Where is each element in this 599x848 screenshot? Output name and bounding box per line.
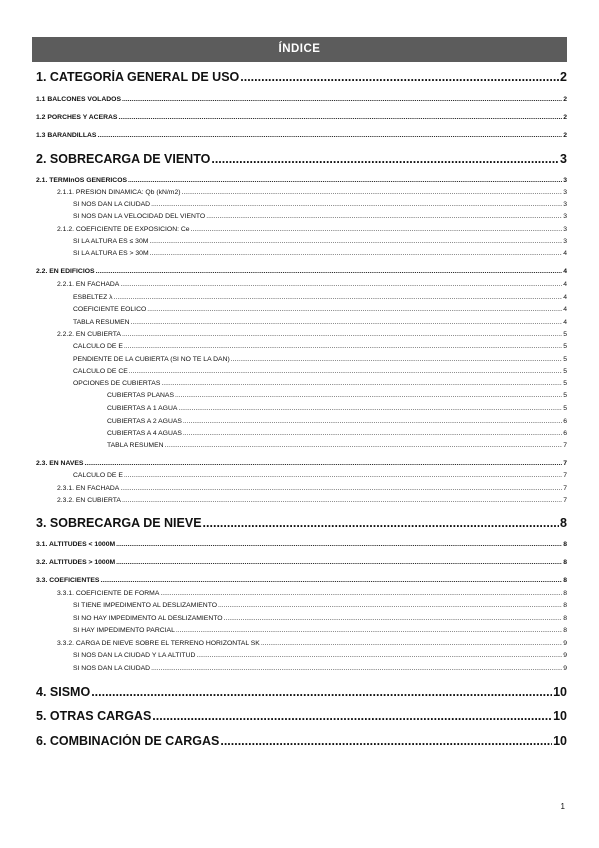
- toc-entry-label: 5. OTRAS CARGAS: [36, 709, 152, 723]
- toc-entry-label: SI NOS DAN LA VELOCIDAD DEL VIENTO: [73, 213, 206, 220]
- toc-entry[interactable]: [73, 319, 567, 326]
- toc-entry[interactable]: [57, 281, 567, 288]
- toc-entry[interactable]: [36, 177, 567, 184]
- dot-leader: [176, 627, 562, 634]
- toc-entry-page: 2: [563, 114, 567, 121]
- toc-entry-label: 1. CATEGORÍA GENERAL DE USO: [36, 70, 240, 84]
- toc-entry-label: 3.3. COEFICIENTES: [36, 577, 100, 584]
- toc-entry[interactable]: [57, 331, 567, 338]
- toc-entry[interactable]: [57, 640, 567, 647]
- dot-leader: [124, 472, 562, 479]
- toc-entry-page: 3: [563, 213, 567, 220]
- toc-entry-label: SI LA ALTURA ES > 30M: [73, 250, 149, 257]
- toc-entry[interactable]: [73, 615, 567, 622]
- dot-leader: [97, 132, 562, 139]
- toc-entry-label: SI TIENE IMPEDIMENTO AL DESLIZAMIENTO: [73, 602, 218, 609]
- toc-entry-page: 7: [563, 472, 567, 479]
- toc-entry[interactable]: [57, 189, 567, 196]
- toc-entry[interactable]: [107, 418, 567, 425]
- toc-entry-page: 8: [563, 559, 567, 566]
- toc-entry-label: 2.3. EN NAVES: [36, 460, 84, 467]
- toc-entry-label: 1.2 PORCHES Y ACERAS: [36, 114, 118, 121]
- toc-entry[interactable]: [57, 497, 567, 504]
- toc-entry-label: 2.1.1. PRESIÓN DINÁMICA: Qb (kN/m2): [57, 189, 181, 196]
- toc-entry-page: 9: [563, 640, 567, 647]
- toc-entry[interactable]: [36, 734, 567, 748]
- toc-entry[interactable]: [73, 306, 567, 313]
- dot-leader: [118, 114, 562, 121]
- toc-entry-label: 2.3.2. EN CUBIERTA: [57, 497, 121, 504]
- toc-entry[interactable]: [57, 485, 567, 492]
- toc-entry-label: 3.1. ALTITUDES < 1000M: [36, 541, 116, 548]
- dot-leader: [183, 430, 562, 437]
- toc-entry-label: CÁLCULO DE E: [73, 343, 123, 350]
- dot-leader: [218, 602, 562, 609]
- toc-entry-page: 8: [560, 516, 567, 530]
- toc-entry[interactable]: [73, 602, 567, 609]
- toc-entry-page: 5: [563, 392, 567, 399]
- toc-entry[interactable]: [36, 577, 567, 584]
- toc-entry-page: 3: [563, 189, 567, 196]
- toc-entry-page: 3: [563, 238, 567, 245]
- toc-entry-label: 2.1. TÉRMInOS GENÉRICOS: [36, 177, 128, 184]
- toc-entry[interactable]: [36, 152, 567, 166]
- toc-entry-page: 5: [563, 331, 567, 338]
- toc-entry[interactable]: [73, 368, 567, 375]
- toc-entry[interactable]: [107, 392, 567, 399]
- toc-entry-label: 2. SOBRECARGA DE VIENTO: [36, 152, 211, 166]
- toc-entry-label: 3.3.1. COEFICIENTE DE FORMA: [57, 590, 160, 597]
- toc-entry-page: 5: [563, 356, 567, 363]
- toc-entry-label: CUBIERTAS A 1 AGUA: [107, 405, 178, 412]
- toc-entry[interactable]: [36, 132, 567, 139]
- toc-entry-page: 8: [563, 590, 567, 597]
- dot-leader: [206, 213, 562, 220]
- dot-leader: [100, 577, 562, 584]
- toc-entry-label: ESBELTEZ λ: [73, 294, 113, 301]
- dot-leader: [131, 319, 563, 326]
- toc-entry-page: 4: [563, 306, 567, 313]
- toc-entry-page: 3: [560, 152, 567, 166]
- dot-leader: [116, 541, 562, 548]
- toc-entry[interactable]: [73, 665, 567, 672]
- toc-entry-page: 8: [563, 615, 567, 622]
- toc-entry-page: 4: [563, 294, 567, 301]
- dot-leader: [120, 485, 562, 492]
- dot-leader: [152, 709, 552, 723]
- toc-entry[interactable]: [73, 472, 567, 479]
- toc-entry-label: SI HAY IMPEDIMENTO PARCIAL: [73, 627, 175, 634]
- toc-entry-label: COEFICIENTE EÓLICO: [73, 306, 147, 313]
- dot-leader: [96, 268, 563, 275]
- toc-entry[interactable]: [36, 516, 567, 530]
- toc-entry-label: 2.3.1. EN FACHADA: [57, 485, 120, 492]
- toc-entry-page: 4: [563, 319, 567, 326]
- dot-leader: [203, 516, 560, 530]
- toc-entry[interactable]: [73, 294, 567, 301]
- toc-entry-page: 5: [563, 405, 567, 412]
- dot-leader: [240, 70, 559, 84]
- toc-entry[interactable]: [36, 460, 567, 467]
- toc-entry-page: 8: [563, 577, 567, 584]
- toc-entry[interactable]: [73, 380, 567, 387]
- toc-entry-label: CUBIERTAS A 4 AGUAS: [107, 430, 182, 437]
- toc-entry-page: 2: [560, 70, 567, 84]
- toc-entry-page: 3: [563, 226, 567, 233]
- dot-leader: [231, 356, 562, 363]
- toc-entry-page: 4: [563, 250, 567, 257]
- dot-leader: [211, 152, 559, 166]
- toc-entry[interactable]: [57, 590, 567, 597]
- toc-entry[interactable]: [36, 685, 567, 699]
- toc-entry[interactable]: [73, 343, 567, 350]
- toc-entry[interactable]: [36, 541, 567, 548]
- toc-entry-label: SI NOS DAN LA CIUDAD: [73, 201, 151, 208]
- toc-entry-page: 6: [563, 418, 567, 425]
- dot-leader: [151, 201, 562, 208]
- dot-leader: [91, 685, 552, 699]
- toc-entry-label: 6. COMBINACIÓN DE CARGAS: [36, 734, 220, 748]
- toc-entry-label: CUBIERTAS PLANAS: [107, 392, 174, 399]
- toc-entry-page: 4: [563, 268, 567, 275]
- toc-entry-label: PENDIENTE DE LA CUBIERTA (SI NO TE LA DAN): [73, 356, 230, 363]
- toc-entry[interactable]: [73, 356, 567, 363]
- toc-entry-label: TABLA RESUMEN: [107, 442, 164, 449]
- toc-entry-page: 9: [563, 665, 567, 672]
- toc-entry-page: 3: [563, 201, 567, 208]
- dot-leader: [261, 640, 562, 647]
- dot-leader: [122, 96, 562, 103]
- dot-leader: [191, 226, 563, 233]
- toc-entry[interactable]: [73, 627, 567, 634]
- toc-entry[interactable]: [36, 268, 567, 275]
- toc-entry-page: 7: [563, 460, 567, 467]
- dot-leader: [196, 652, 562, 659]
- toc-entry-label: 3.2. ALTITUDES > 1000M: [36, 559, 116, 566]
- toc-entry-label: 2.1.2. COEFICIENTE DE EXPOSICIÓN: Ce: [57, 226, 190, 233]
- dot-leader: [178, 405, 562, 412]
- dot-leader: [165, 442, 563, 449]
- toc-entry-label: 3. SOBRECARGA DE NIEVE: [36, 516, 202, 530]
- dot-leader: [224, 615, 563, 622]
- toc-entry-page: 10: [553, 709, 567, 723]
- toc-entry-page: 5: [563, 368, 567, 375]
- toc-entry[interactable]: [107, 442, 567, 449]
- dot-leader: [220, 734, 552, 748]
- toc-entry[interactable]: [36, 559, 567, 566]
- toc-entry-label: 2.2.1. EN FACHADA: [57, 281, 120, 288]
- toc-entry-page: 6: [563, 430, 567, 437]
- toc-entry-page: 7: [563, 442, 567, 449]
- toc-entry-label: 1.1 BALCONES VOLADOS: [36, 96, 121, 103]
- toc-entry-page: 2: [563, 96, 567, 103]
- toc-entry-label: 1.3 BARANDILLAS: [36, 132, 97, 139]
- toc-entry-label: SI LA ALTURA ES ≤ 30M: [73, 238, 149, 245]
- dot-leader: [116, 559, 562, 566]
- toc-entry[interactable]: [107, 405, 567, 412]
- dot-leader: [128, 177, 562, 184]
- dot-leader: [151, 665, 562, 672]
- toc-entry-page: 2: [563, 132, 567, 139]
- toc-entry[interactable]: [73, 213, 567, 220]
- toc-entry-page: 9: [563, 652, 567, 659]
- toc-entry-label: 3.3.2. CARGA DE NIEVE SOBRE EL TERRENO HORIZONTAL SK: [57, 640, 260, 647]
- page-number: 1: [560, 802, 565, 811]
- dot-leader: [160, 590, 562, 597]
- dot-leader: [84, 460, 562, 467]
- toc-entry-page: 10: [553, 685, 567, 699]
- index-header: ÍNDICE: [32, 37, 567, 62]
- dot-leader: [161, 380, 562, 387]
- dot-leader: [147, 306, 562, 313]
- toc-entry-page: 4: [563, 281, 567, 288]
- toc-entry-label: CUBIERTAS A 2 AGUAS: [107, 418, 182, 425]
- dot-leader: [120, 281, 562, 288]
- toc-entry-page: 3: [563, 177, 567, 184]
- toc-entry-label: OPCIONES DE CUBIERTAS: [73, 380, 161, 387]
- dot-leader: [122, 331, 562, 338]
- dot-leader: [175, 392, 562, 399]
- toc-entry-page: 8: [563, 602, 567, 609]
- toc-entry-page: 7: [563, 485, 567, 492]
- toc-entry-page: 7: [563, 497, 567, 504]
- toc-entry-label: CÁLCULO DE E: [73, 472, 123, 479]
- dot-leader: [150, 250, 563, 257]
- toc-entry[interactable]: [36, 96, 567, 103]
- toc-entry-page: 5: [563, 380, 567, 387]
- dot-leader: [183, 418, 562, 425]
- toc-entry[interactable]: [36, 114, 567, 121]
- toc-entry[interactable]: [73, 652, 567, 659]
- toc-entry-label: TABLA RESUMEN: [73, 319, 130, 326]
- toc-entry-label: 2.2. EN EDIFICIOS: [36, 268, 95, 275]
- toc-entry-page: 10: [553, 734, 567, 748]
- toc-entry-page: 8: [563, 541, 567, 548]
- toc-entry[interactable]: [73, 201, 567, 208]
- toc-entry[interactable]: [73, 238, 567, 245]
- toc-entry-label: CÁLCULO DE CE: [73, 368, 128, 375]
- dot-leader: [114, 294, 563, 301]
- dot-leader: [149, 238, 562, 245]
- dot-leader: [129, 368, 562, 375]
- toc-entry[interactable]: [57, 226, 567, 233]
- dot-leader: [124, 343, 562, 350]
- toc-entry-label: 4. SISMO: [36, 685, 91, 699]
- dot-leader: [182, 189, 563, 196]
- toc-entry-label: 2.2.2. EN CUBIERTA: [57, 331, 121, 338]
- toc-entry-label: SI NOS DAN LA CIUDAD Y LA ALTITUD: [73, 652, 196, 659]
- toc-entry[interactable]: [107, 430, 567, 437]
- toc-entry[interactable]: [36, 70, 567, 84]
- toc-entry[interactable]: [73, 250, 567, 257]
- dot-leader: [122, 497, 562, 504]
- toc-entry-label: SI NOS DAN LA CIUDAD: [73, 665, 151, 672]
- toc-entry[interactable]: [36, 709, 567, 723]
- toc-entry-page: 8: [563, 627, 567, 634]
- toc-entry-page: 5: [563, 343, 567, 350]
- toc-entry-label: SI NO HAY IMPEDIMENTO AL DESLIZAMIENTO: [73, 615, 223, 622]
